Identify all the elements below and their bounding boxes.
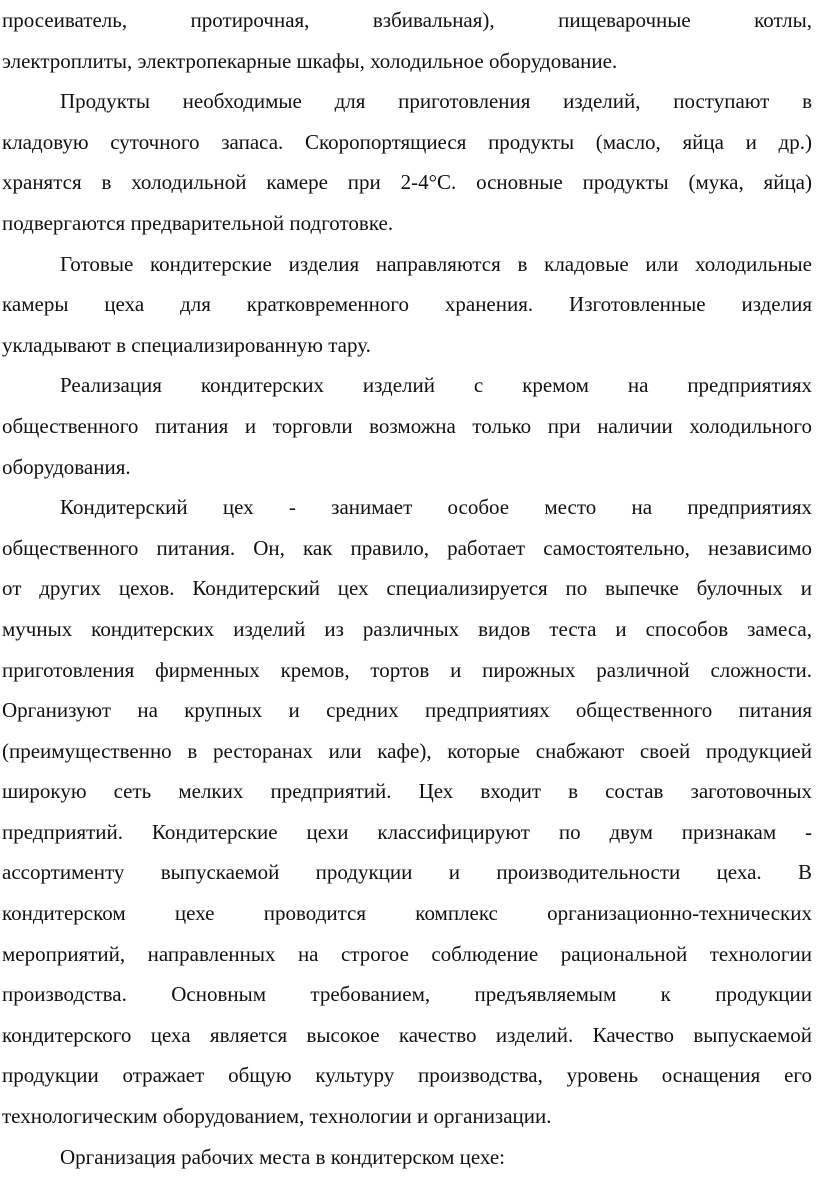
text-line: Организуют на крупных и средних предприятиях общественного питания: [2, 698, 812, 723]
text-line: Реализация кондитерских изделий с кремом на предприятиях: [60, 373, 812, 398]
text-line: мучных кондитерских изделий из различных видов теста и способов замеса,: [2, 616, 812, 641]
text-line: приготовления фирменных кремов, тортов и пирожных различной сложности.: [2, 657, 812, 682]
text-line: укладывают в специализированную тару.: [2, 332, 371, 357]
text-line: общественного питания. Он, как правило, работает самостоятельно, независимо: [2, 535, 812, 560]
text-line: хранятся в холодильной камере при 2-4°С. основные продукты (мука, яйца): [2, 170, 812, 195]
text-line: кондитерском цехе проводится комплекс организационно-технических: [2, 901, 812, 926]
text-line: производства. Основным требованием, предъявляемым к продукции: [2, 982, 812, 1007]
text-line: (преимущественно в ресторанах или кафе), которые снабжают своей продукцией: [2, 738, 812, 763]
text-line: кондитерского цеха является высокое качество изделий. Качество выпускаемой: [2, 1022, 812, 1047]
text-line: электроплиты, электропекарные шкафы, холодильное оборудование.: [2, 48, 618, 73]
document-body: [2, 0, 812, 1177]
paragraph: [2, 487, 812, 1137]
text-line: ассортименту выпускаемой продукции и производительности цеха. В: [2, 860, 812, 885]
text-line: просеиватель, протирочная, взбивальная), пищеварочные котлы,: [2, 8, 812, 32]
paragraph: [2, 81, 812, 243]
text-line: оборудования.: [2, 454, 131, 479]
text-line: Готовые кондитерские изделия направляются в кладовые или холодильные: [60, 251, 812, 276]
paragraph: [2, 365, 812, 487]
text-line: кладовую суточного запаса. Скоропортящиеся продукты (масло, яйца и др.): [2, 129, 812, 154]
text-line: предприятий. Кондитерские цехи классифицируют по двум признакам -: [2, 819, 812, 844]
text-line: технологическим оборудованием, технологии и организации.: [2, 1104, 552, 1129]
text-line: от других цехов. Кондитерский цех специализируется по выпечке булочных и: [2, 576, 812, 601]
text-line: подвергаются предварительной подготовке.: [2, 210, 394, 235]
text-line: широкую сеть мелких предприятий. Цех входит в состав заготовочных: [2, 779, 812, 804]
text-line: Кондитерский цех - занимает особое место на предприятиях: [60, 495, 812, 520]
paragraph: [2, 244, 812, 366]
text-line: Организация рабочих места в кондитерском цехе:: [60, 1144, 506, 1169]
paragraph: [2, 0, 812, 81]
text-line: камеры цеха для кратковременного хранения. Изготовленные изделия: [2, 292, 812, 317]
paragraph: [2, 1137, 812, 1178]
text-line: мероприятий, направленных на строгое соблюдение рациональной технологии: [2, 941, 812, 966]
text-line: Продукты необходимые для приготовления изделий, поступают в: [60, 89, 812, 114]
text-line: продукции отражает общую культуру производства, уровень оснащения его: [2, 1063, 812, 1088]
text-line: общественного питания и торговли возможна только при наличии холодильного: [2, 413, 812, 438]
